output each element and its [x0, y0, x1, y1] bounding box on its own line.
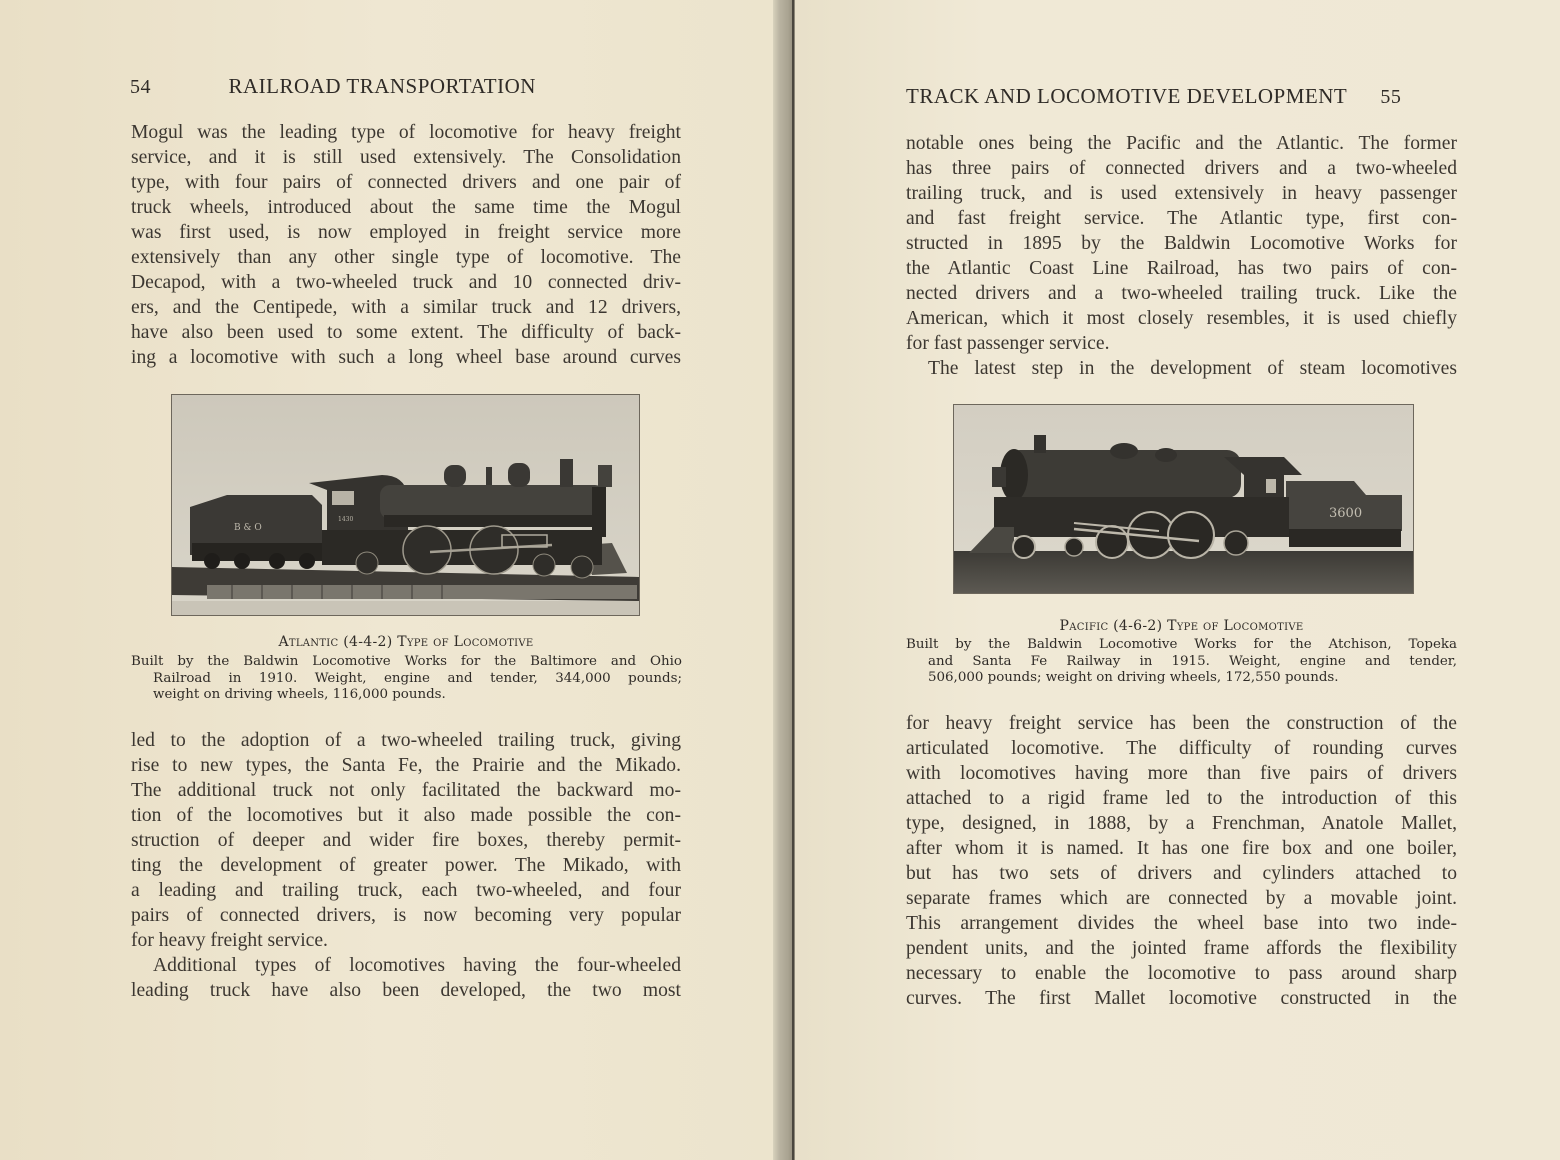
text-line: The additional truck not only facilitated the backward mo-: [131, 780, 681, 801]
text-line: after whom it is named. It has one fire box and one boiler,: [906, 838, 1457, 859]
text-line: Decapod, with a two-wheeled truck and 10 connected driv-: [131, 272, 681, 293]
right-page-number: 55: [1380, 86, 1402, 108]
left-page-number: 54: [130, 76, 151, 98]
right-text-bottom: [906, 711, 1457, 1011]
atlantic-locomotive-photo: [171, 394, 640, 616]
caption-line: 506,000 pounds; weight on driving wheels, 172,550 pounds.: [928, 670, 1339, 685]
text-line: ers, and the Centipede, with a similar truck and 12 drivers,: [131, 297, 681, 318]
text-line: rise to new types, the Santa Fe, the Prairie and the Mikado.: [131, 755, 681, 776]
caption-line: Built by the Baldwin Locomotive Works for the Atchison, Topeka: [906, 637, 1457, 652]
caption-line: Built by the Baldwin Locomotive Works for the Baltimore and Ohio: [131, 654, 682, 669]
text-line: have also been used to some extent. The difficulty of back-: [131, 322, 681, 343]
text-line: This arrangement divides the wheel base into two inde-: [906, 913, 1457, 934]
right-head-title: TRACK AND LOCOMOTIVE DEVELOPMENT: [906, 84, 1347, 108]
locomotive-illustration: [172, 395, 639, 615]
text-line: attached to a rigid frame led to the introduction of this: [906, 788, 1457, 809]
caption-line: Railroad in 1910. Weight, engine and tender, 344,000 pounds;: [153, 670, 682, 686]
text-line: truck wheels, introduced about the same time the Mogul: [131, 197, 681, 218]
text-line: led to the adoption of a two-wheeled trailing truck, giving: [131, 730, 681, 751]
caption-title-text: Pacific (4-6-2) Type of Locomotive: [1059, 618, 1304, 634]
text-line: for fast passenger service.: [906, 333, 1110, 354]
right-running-head: [906, 84, 1401, 109]
text-line: tion of the locomotives but it also made possible the con-: [131, 805, 681, 826]
tender-number: 3600: [1329, 506, 1363, 521]
text-line: type, with four pairs of connected drivers and one pair of: [131, 172, 681, 193]
text-line: extensively than any other single type of locomotive. The: [131, 247, 681, 268]
text-line: pendent units, and the jointed frame affords the flexibility: [906, 938, 1457, 959]
left-running-head: [130, 74, 536, 99]
right-figure-caption-title: [906, 618, 1457, 634]
text-line: type, designed, in 1888, by a Frenchman, Anatole Mallet,: [906, 813, 1457, 834]
text-line: leading truck have also been developed, the two most: [131, 980, 681, 1001]
left-figure-caption: [131, 654, 682, 704]
text-line: a leading and trailing truck, each two-wheeled, and four: [131, 880, 681, 901]
text-line: American, which it most closely resembles, it is used chiefly: [906, 308, 1457, 329]
text-line: ting the development of greater power. The Mikado, with: [131, 855, 681, 876]
text-line: and fast freight service. The Atlantic type, first con-: [906, 208, 1457, 229]
text-line: ing a locomotive with such a long wheel base around curves: [131, 347, 681, 368]
text-line: notable ones being the Pacific and the Atlantic. The former: [906, 133, 1457, 154]
left-text-bottom: [131, 728, 681, 1003]
text-line: Mogul was the leading type of locomotive for heavy freight: [131, 122, 681, 143]
pacific-locomotive-photo: [953, 404, 1414, 594]
gutter-line: [792, 0, 794, 1160]
text-line: with locomotives having more than five pairs of drivers: [906, 763, 1457, 784]
text-line: struction of deeper and wider fire boxes, thereby permit-: [131, 830, 681, 851]
text-line: articulated locomotive. The difficulty of rounding curves: [906, 738, 1457, 759]
text-line: Additional types of locomotives having the four-wheeled: [153, 955, 681, 976]
text-line: structed in 1895 by the Baldwin Locomotive Works for: [906, 233, 1457, 254]
tender-lettering: B & O: [234, 523, 262, 533]
left-text-top: [131, 120, 681, 370]
text-line: the Atlantic Coast Line Railroad, has two pairs of con-: [906, 258, 1457, 279]
text-line: has three pairs of connected drivers and a two-wheeled: [906, 158, 1457, 179]
caption-line: weight on driving wheels, 116,000 pounds.: [153, 687, 446, 702]
text-line: necessary to enable the locomotive to pass around sharp: [906, 963, 1457, 984]
text-line: nected drivers and a two-wheeled trailing truck. Like the: [906, 283, 1457, 304]
left-figure-caption-title: [131, 634, 681, 650]
text-line: for heavy freight service has been the construction of the: [906, 713, 1457, 734]
text-line: pairs of connected drivers, is now becoming very popular: [131, 905, 681, 926]
cab-number: 1430: [338, 516, 354, 523]
text-line: but has two sets of drivers and cylinders attached to: [906, 863, 1457, 884]
left-head-title: RAILROAD TRANSPORTATION: [228, 74, 536, 98]
text-line: trailing truck, and is used extensively in heavy passenger: [906, 183, 1457, 204]
right-text-top: [906, 131, 1457, 381]
text-line: service, and it is still used extensively. The Consolidation: [131, 147, 681, 168]
locomotive-illustration: [954, 405, 1413, 593]
text-line: was first used, is now employed in freight service more: [131, 222, 681, 243]
text-line: curves. The first Mallet locomotive constructed in the: [906, 988, 1457, 1009]
caption-title-text: Atlantic (4-4-2) Type of Locomotive: [278, 634, 534, 650]
text-line: for heavy freight service.: [131, 930, 328, 951]
right-figure-caption: [906, 637, 1457, 687]
text-line: The latest step in the development of steam locomotives: [928, 358, 1457, 379]
text-line: separate frames which are connected by a movable joint.: [906, 888, 1457, 909]
caption-line: and Santa Fe Railway in 1915. Weight, engine and tender,: [928, 653, 1457, 669]
